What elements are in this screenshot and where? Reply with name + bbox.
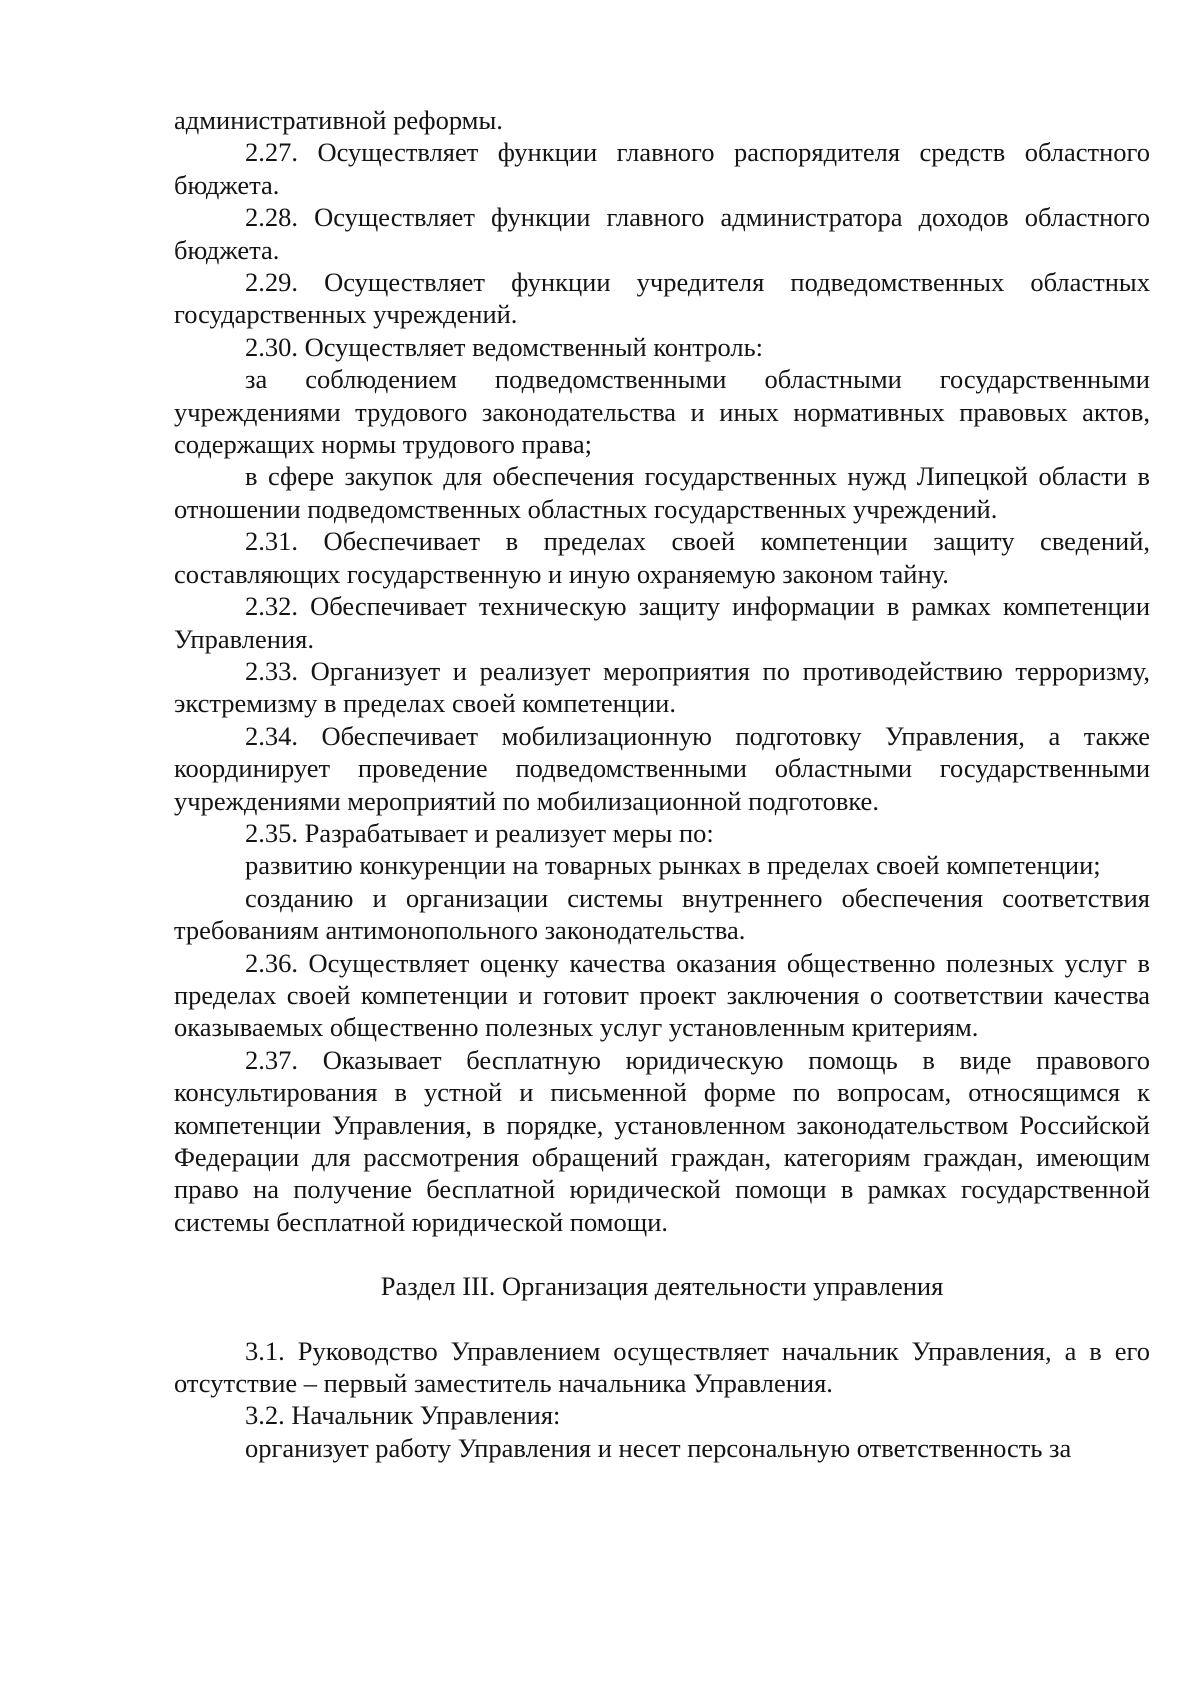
paragraph-2-36: 2.36. Осуществляет оценку качества оказания общественно полезных услуг в пределах своей компетенции и готовит проект заключения о соответствии качества оказываемых общественно полезных услуг установленным критериям.	[174, 947, 1150, 1043]
paragraph-2-33: 2.33. Организует и реализует мероприятия по противодействию терроризму, экстремизму в пределах своей компетенции.	[174, 655, 1150, 719]
paragraph-3-2: 3.2. Начальник Управления:	[245, 1400, 561, 1431]
paragraph-2-37: 2.37. Оказывает бесплатную юридическую помощь в виде правового консультирования в устной и письменной форме по вопросам, относящимся к компетенции Управления, в порядке, установленном законодательством Российской Федерации для рассмотрения обращений граждан, категориям граждан, имеющим право на получение бесплатной юридической помощи в рамках государственной системы бесплатной юридической помощи.	[174, 1044, 1150, 1237]
section-heading: Раздел III. Организация деятельности управления	[380, 1271, 944, 1302]
paragraph-2-29: 2.29. Осуществляет функции учредителя подведомственных областных государственных учреждений.	[174, 267, 1150, 330]
paragraph-2-28: 2.28. Осуществляет функции главного администратора доходов областного бюджета.	[174, 202, 1150, 265]
paragraph-2-35-item-competition: развитию конкуренции на товарных рынках в пределах своей компетенции;	[245, 850, 1101, 881]
paragraph-2-35: 2.35. Разрабатывает и реализует меры по:	[245, 817, 714, 848]
paragraph-3-1: 3.1. Руководство Управлением осуществляет начальник Управления, а в его отсутствие – первый заместитель начальника Управления.	[174, 1335, 1150, 1399]
paragraph-continuation: административной реформы.	[174, 105, 503, 135]
paragraph-2-27: 2.27. Осуществляет функции главного распорядителя средств областного бюджета.	[174, 137, 1150, 200]
paragraph-2-30-item-procurement: в сфере закупок для обеспечения государственных нужд Липецкой области в отношении подведомственных областных государственных учреждений.	[174, 461, 1150, 524]
paragraph-2-31: 2.31. Обеспечивает в пределах своей компетенции защиту сведений, составляющих государственную и иную охраняемую законом тайну.	[174, 526, 1150, 589]
paragraph-2-30: 2.30. Осуществляет ведомственный контроль:	[245, 331, 764, 362]
paragraph-2-30-item-labor: за соблюдением подведомственными областными государственными учреждениями трудового законодательства и иных нормативных правовых актов, содержащих нормы трудового права;	[174, 364, 1150, 460]
paragraph-2-32: 2.32. Обеспечивает техническую защиту информации в рамках компетенции Управления.	[174, 591, 1150, 654]
paragraph-3-2-item-organizes: организует работу Управления и несет персональную ответственность за	[245, 1432, 1072, 1463]
document-page	[174, 104, 1150, 1464]
paragraph-2-34: 2.34. Обеспечивает мобилизационную подготовку Управления, а также координирует проведение подведомственными областными государственными учреждениями мероприятий по мобилизационной подготовке.	[174, 720, 1150, 816]
paragraph-2-35-item-antimonopoly: созданию и организации системы внутреннего обеспечения соответствия требованиям антимонопольного законодательства.	[174, 882, 1150, 946]
